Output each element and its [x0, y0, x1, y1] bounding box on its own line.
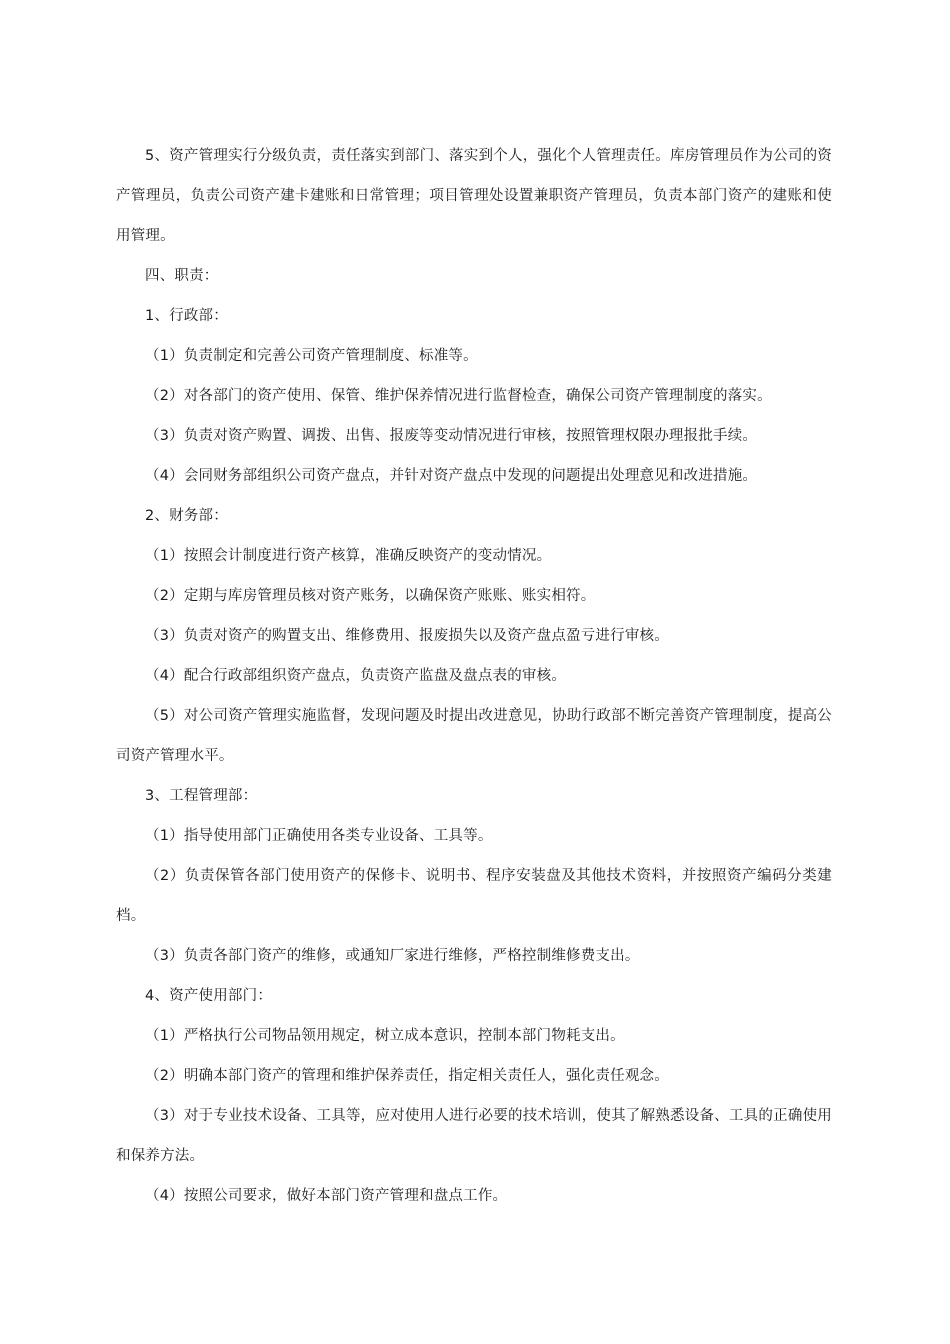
heading-user-dept: 4、资产使用部门：: [145, 988, 273, 1004]
user-item-2: （2）明确本部门资产的管理和维护保养责任，指定相关责任人，强化责任观念。: [145, 1068, 669, 1084]
heading-finance-dept: 2、财务部：: [145, 508, 228, 524]
admin-item-2: （2）对各部门的资产使用、保管、维护保养情况进行监督检查，确保公司资产管理制度的落实。: [145, 388, 772, 404]
user-item-1: （1）严格执行公司物品领用规定，树立成本意识，控制本部门物耗支出。: [145, 1028, 625, 1044]
heading-duties: 四、职责：: [145, 268, 219, 284]
admin-item-3: （3）负责对资产购置、调拨、出售、报废等变动情况进行审核，按照管理权限办理报批手续。: [145, 428, 758, 444]
admin-item-4: （4）会同财务部组织公司资产盘点，并针对资产盘点中发现的问题提出处理意见和改进措施。: [145, 468, 758, 484]
user-item-4: （4）按照公司要求，做好本部门资产管理和盘点工作。: [145, 1188, 508, 1204]
finance-item-5: （5）对公司资产管理实施监督，发现问题及时提出改进意见，协助行政部不断完善资产管理制度，提高公司资产管理水平。: [116, 708, 832, 764]
finance-item-4: （4）配合行政部组织资产盘点，负责资产监盘及盘点表的审核。: [145, 668, 567, 684]
admin-item-1: （1）负责制定和完善公司资产管理制度、标准等。: [145, 348, 478, 364]
engineering-item-2: （2）负责保管各部门使用资产的保修卡、说明书、程序安装盘及其他技术资料，并按照资产编码分类建档。: [116, 868, 832, 924]
engineering-item-1: （1）指导使用部门正确使用各类专业设备、工具等。: [145, 828, 493, 844]
paragraph-article-5: 5、资产管理实行分级负责，责任落实到部门、落实到个人，强化个人管理责任。库房管理员作为公司的资产管理员，负责公司资产建卡建账和日常管理；项目管理处设置兼职资产管理员，负责本部门资产的建账和使用管理。: [116, 148, 832, 244]
heading-engineering-dept: 3、工程管理部：: [145, 788, 258, 804]
user-item-3: （3）对于专业技术设备、工具等，应对使用人进行必要的技术培训，使其了解熟悉设备、工具的正确使用和保养方法。: [116, 1108, 832, 1164]
finance-item-3: （3）负责对资产的购置支出、维修费用、报废损失以及资产盘点盈亏进行审核。: [145, 628, 669, 644]
finance-item-1: （1）按照会计制度进行资产核算，准确反映资产的变动情况。: [145, 548, 552, 564]
finance-item-2: （2）定期与库房管理员核对资产账务，以确保资产账账、账实相符。: [145, 588, 596, 604]
heading-admin-dept: 1、行政部：: [145, 308, 228, 324]
document-body: [116, 136, 832, 1216]
engineering-item-3: （3）负责各部门资产的维修，或通知厂家进行维修，严格控制维修费支出。: [145, 948, 640, 964]
